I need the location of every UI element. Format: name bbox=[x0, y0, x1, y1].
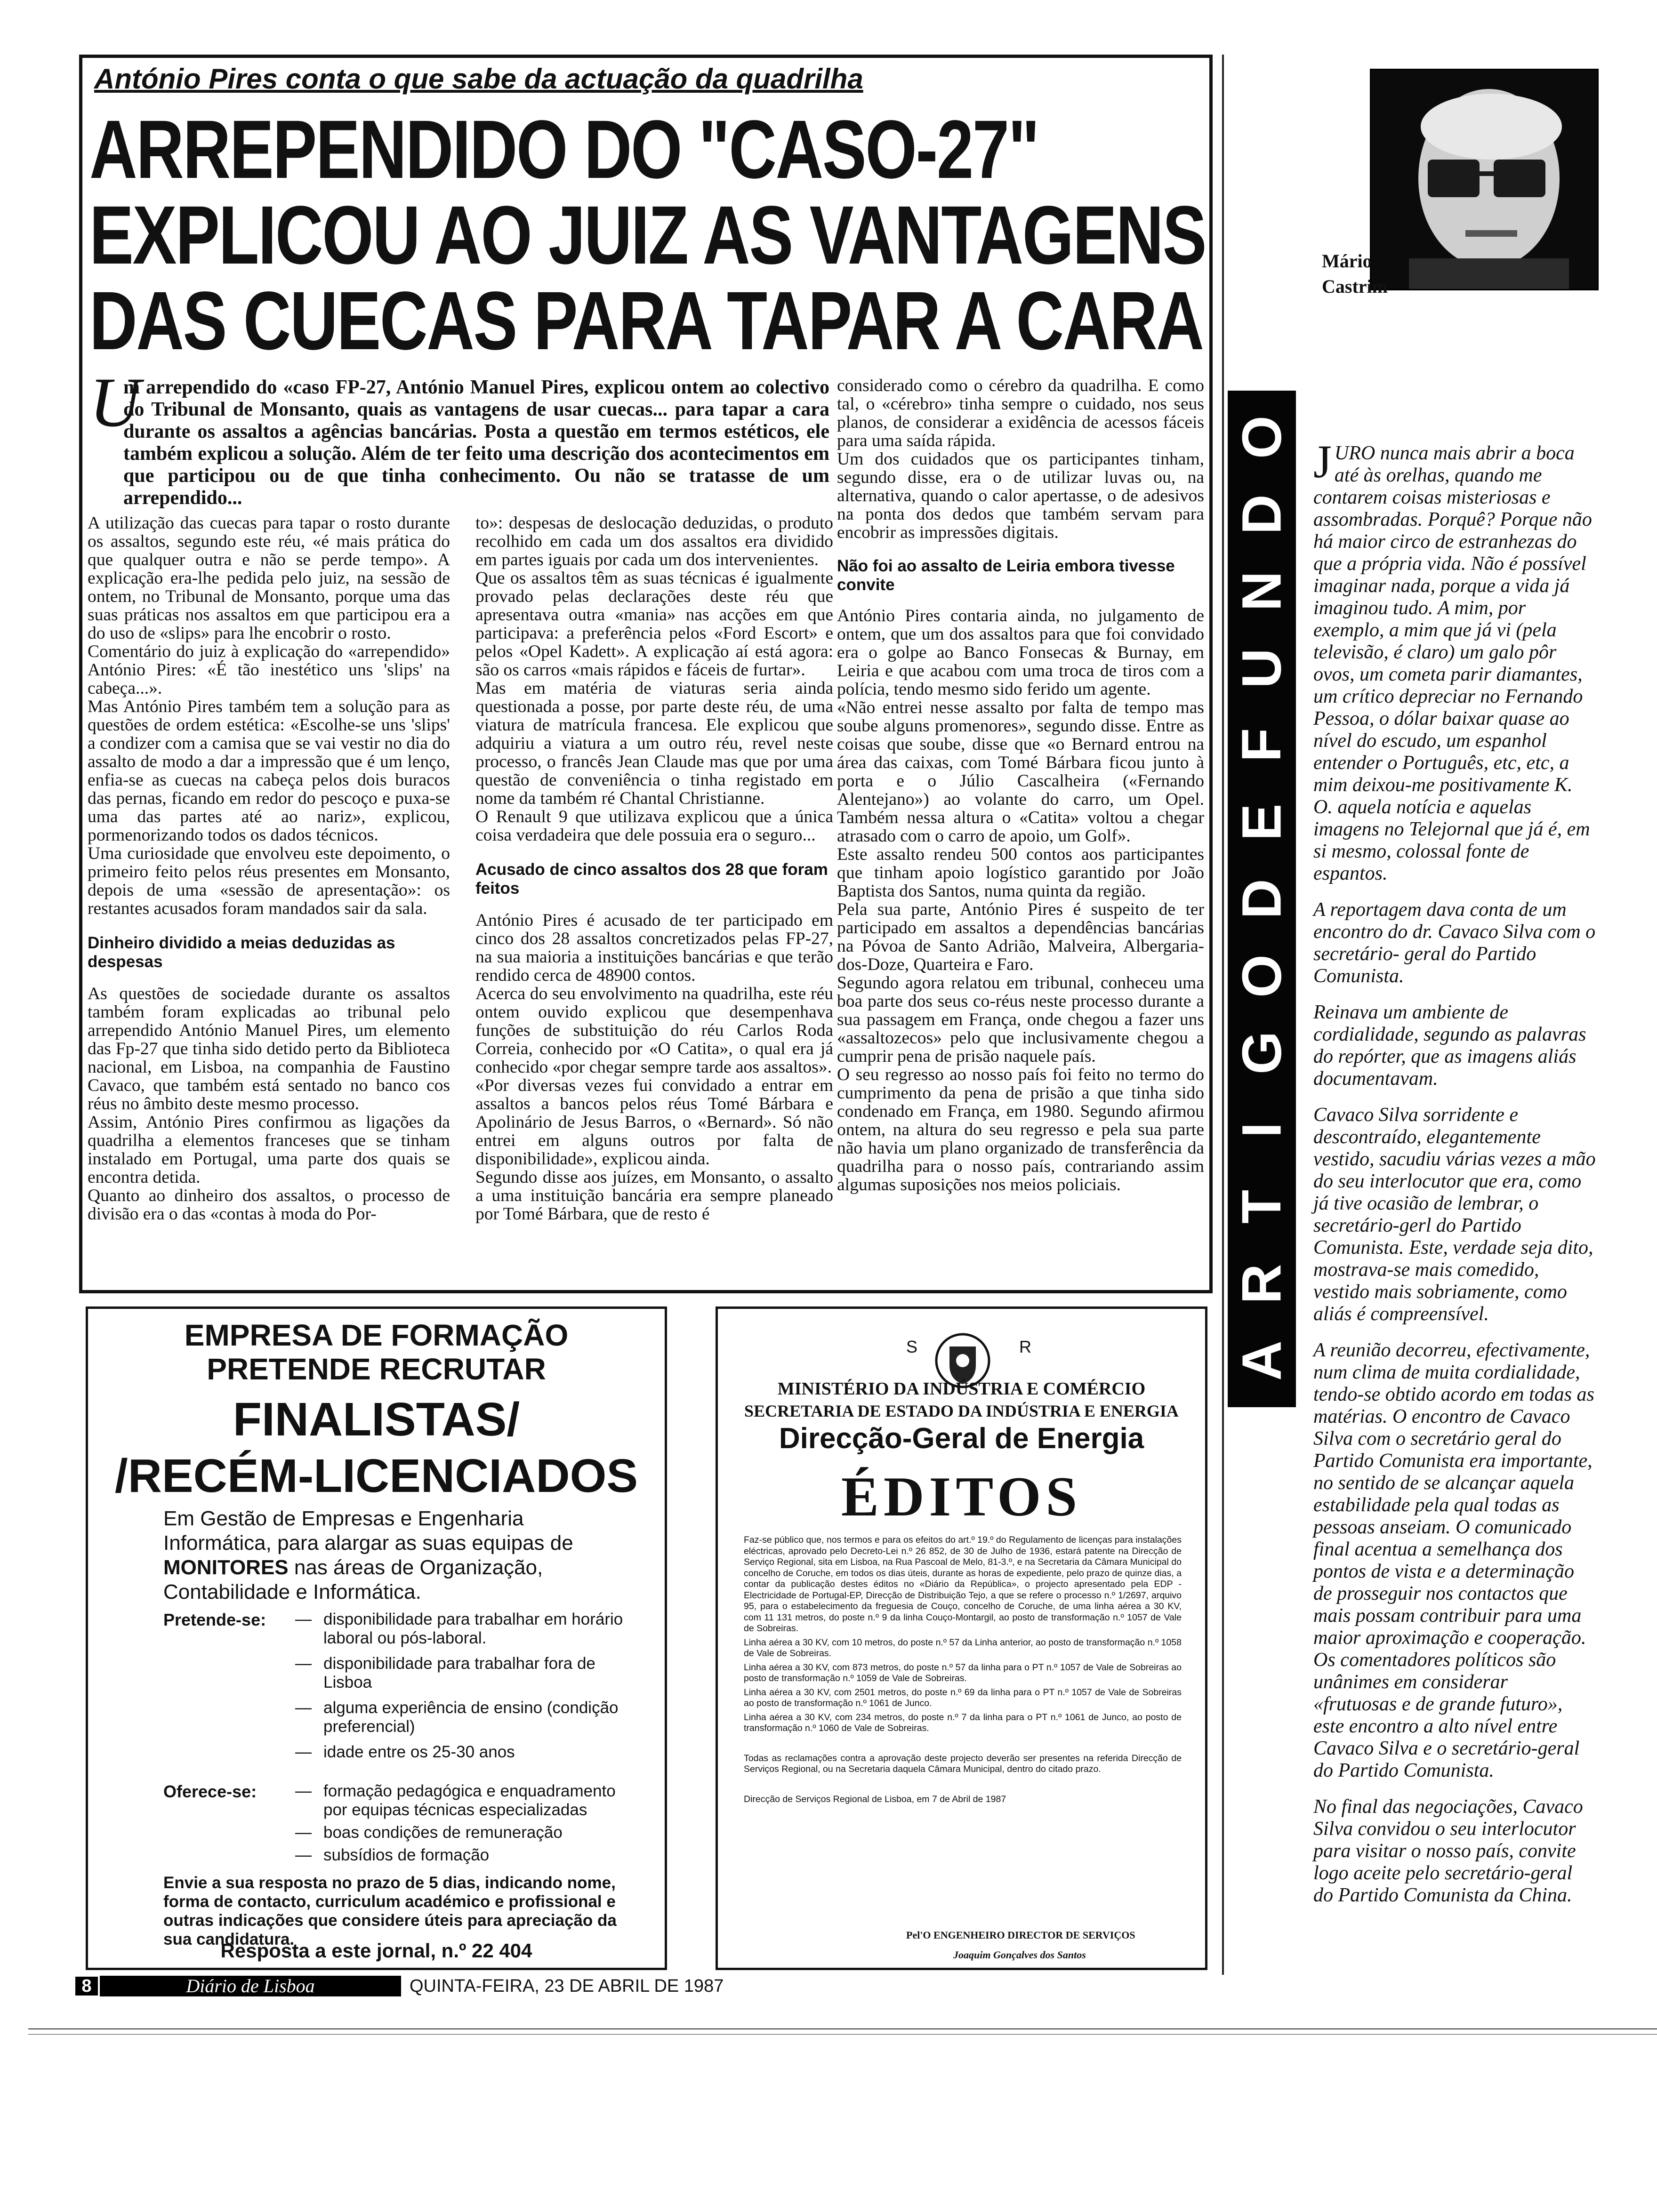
column-2-text-a: to»: despesas de deslocação deduzidas, o produto recolhido em cada um dos assaltos era dividido em partes iguais por cada um dos intervenientes. Que os assaltos têm as suas técnicas é igualmente provado pelas declarações deste réu que apresentava outra «mania» nas acções em que participava: a preferência pelos «Ford Escort» e pelos «Opel Kadett». A explicação aí está agora: são os carros «mais rápidos e fáceis de furtar». Mas em matéria de viaturas seria ainda questionada a posse, por parte deste réu, de uma viatura de matrícula francesa. Ele explicou que adquiriu a viatura a um outro réu, revel neste processo, o francês Jean Claude mas que por uma questão de conveniência o tinha registado em nome da também ré Chantal Christianne. O Renault 9 que utilizava explicou que a única coisa verdadeira que dele possuia era o seguro... bbox=[475, 513, 833, 845]
column-3-text-b: António Pires contaria ainda, no julgamento de ontem, que um dos assaltos para que foi convidado era o golpe ao Banco Fonsecas & Burnay, em Leiria e que acabou com uma troca de tiros com a polícia, tendo mesmo sido ferido um agente. «Não entrei nesse assalto por falta de tempo mas soube alguns promenores», segundo disse. Entre as coisas que soube, disse que «o Bernard entrou na área das caixas, com Tomé Bárbara ficou junto à porta e o Júlio Cascalheira («Fernando Alentejano») ao volante do carro, um Opel. Também nessa altura o «Catita» voltou a chegar atrasado com o carro de apoio, um Golf». Este assalto rendeu 500 contos aos participantes que tinham apoio logístico garantido por João Baptista dos Santos, numa quinta da região. Pela sua parte, António Pires é suspeito de ter participado em assaltos a dependências bancárias na Póvoa de Santo Adrião, Malveira, Albergaria-dos-Doze, Quarteira e Faro. Segundo agora relatou em tribunal, conheceu uma boa parte dos seus co-réus neste processo durante a sua passagem em França, onde chegou a fazer uns «assaltozecos» pelo que inclusivamente chegou a cumprir pena de prisão naquele país. O seu regresso ao nosso país foi feito no termo do cumprimento da pena de prisão a que tinha sido condenado em França, em 1980. Segundo afirmou ontem, na altura do seu regresso e pela sua parte não havia um plano organizado de transferência da quadrilha para o nosso país, contrariando assim algumas suposições nos meios policiais. bbox=[837, 606, 1204, 1194]
notice-ministry: MINISTÉRIO DA INDÚSTRIA E COMÉRCIO bbox=[777, 1379, 1146, 1399]
column-1-text-a: A utilização das cuecas para tapar o rosto durante os assaltos, segundo este réu, «é mais prática do que qualquer outra e não se perde tempo». A explicação era-lhe pedida pelo juiz, na sessão de ontem, no Tribunal de Monsanto, porque uma das suas práticas nos assaltos em que participou era a do uso de «slips» para lhe encobrir o rosto. Comentário do juiz à explicação do «arrependido» António Pires: «É tão inestético uns 'slips' na cabeça...». Mas António Pires também tem a solução para as questões de ordem estética: «Escolhe-se uns 'slips' a condizer com a camisa que se vai vestir no dia do assalto de modo a dar a impressão que é um lenço, enfia-se as cuecas na cabeça pelos dois buracos das pernas, ficando em redor do pescoço e puxa-se uma das partes até ao nariz», explicou, pormenorizando todos os dados técnicos. Uma curiosidade que envolveu este depoimento, o primeiro feito pelos réus presentes em Monsanto, depois de uma «sessão de apresentação»: os restantes acusados foram mandados sair da sala. bbox=[88, 513, 450, 918]
article-column-3 bbox=[837, 377, 1204, 1194]
notice-paragraph: Faz-se público que, nos termos e para os efeitos do art.º 19.º do Regulamento de licenças para instalações eléctricas, aprovado pelo Decreto-Lei n.º 26 852, de 30 de Julho de 1936, estará patente na Direcção de Serviço Regional, sita em Lisboa, na Rua Pascoal de Melo, 81-3.º, e na Secretaria da Câmara Municipal do concelho de Coruche, em todos os dias úteis, durante as horas de expediente, pelo prazo de quinze dias, a contar da publicação destes éditos no «Diário da República», o projecto apresentado pela EDP - Electricidade de Portugal-EP, Direcção de Distribuição Tejo, a que se refere o processo n.º 1/2697, arquivo 95, para o estabelecimento da freguesia de Couço, concelho de Coruche, de uma linha aérea a 30 KV, com 11 131 metros, do poste n.º 9 da linha Couço-Montargil, ao posto de transformação n.º 1057 de Vale de Sobreiras. bbox=[744, 1535, 1182, 1634]
ad-line-2: PRETENDE RECRUTAR bbox=[207, 1352, 546, 1386]
band-letter: R bbox=[1231, 1263, 1293, 1304]
notice-paragraph: Linha aérea a 30 KV, com 2501 metros, do poste n.º 69 da linha para o PT n.º 1057 de Vale de Sobreiras ao posto de transformação n.º 1061 de Junco. bbox=[744, 1687, 1182, 1708]
ad-intro-a: Em Gestão de Empresas e Engenharia Informática, para alargar as suas equipas de bbox=[163, 1507, 573, 1555]
ad-closing: Envie a sua resposta no prazo de 5 dias, indicando nome, forma de contacto, curriculum académico e profissional e outras indicações que considere úteis para apreciação da sua candidatura. bbox=[163, 1874, 617, 1948]
notice-paragraph: Todas as reclamações contra a aprovação deste projecto deverão ser presentes na referida Direcção de Serviços Regional, ou na Secretaria daquela Câmara Municipal, dentro do citado prazo. bbox=[744, 1753, 1182, 1774]
article-column-1 bbox=[88, 514, 450, 1223]
list-item: — formação pedagógica e enquadramento por equipas técnicas especializadas bbox=[295, 1782, 616, 1819]
list-item: — disponibilidade para trabalhar em horário laboral ou pós-laboral. bbox=[295, 1610, 623, 1647]
band-letter: F bbox=[1231, 728, 1293, 762]
ad-big-2: /RECÉM-LICENCIADOS bbox=[114, 1450, 638, 1502]
notice-paragraph: Linha aérea a 30 KV, com 234 metros, do poste n.º 7 da linha para o PT n.º 1061 de Junco, ao posto de transformação n.º 1060 de Vale de Sobreiras. bbox=[744, 1712, 1182, 1733]
band-letter: O bbox=[1231, 954, 1293, 998]
ad-label-pretende: Pretende-se: bbox=[163, 1610, 266, 1629]
author-byline bbox=[1322, 248, 1388, 299]
band-letter: N bbox=[1231, 571, 1293, 611]
ad-intro-monitores: MONITORES bbox=[163, 1556, 289, 1579]
ad-intro-c: nas áreas de Organização, Contabilidade e Informática. bbox=[163, 1556, 543, 1603]
list-item: — subsídios de formação bbox=[295, 1846, 490, 1864]
band-letter: O bbox=[1231, 416, 1293, 459]
ad-oferece-list bbox=[295, 1782, 639, 1868]
author-photo bbox=[1370, 69, 1599, 290]
band-letter: D bbox=[1231, 494, 1293, 535]
column-paragraph-6: No final das negociações, Cavaco Silva convidou o seu interlocutor para visitar o nosso país, convite logo aceite pelo secretário-geral do Partido Comunista da China. bbox=[1313, 1796, 1583, 1906]
list-item: — disponibilidade para trabalhar fora de Lisboa bbox=[295, 1654, 595, 1691]
page-number: 8 bbox=[75, 1977, 98, 1996]
column-paragraph-4: Cavaco Silva sorridente e descontraído, elegantemente vestido, sacudiu várias vezes a mão do seu interlocutor que era, como já tive ocasião de lembrar, o secretário-gerl do Partido Comunista. Este, verdade seja dito, mostrava-se mais comedido, vestido mais sobriamente, como aliás é compreensível. bbox=[1313, 1104, 1596, 1325]
notice-title: ÉDITOS bbox=[841, 1465, 1082, 1528]
column-paragraph-3: Reinava um ambiente de cordialidade, segundo as palavras do repórter, que as imagens aliás documentavam. bbox=[1313, 1002, 1586, 1090]
notice-signoff: Pel'O ENGENHEIRO DIRECTOR DE SERVIÇOS bbox=[906, 1929, 1135, 1941]
list-item: — alguma experiência de ensino (condição preferencial) bbox=[295, 1699, 619, 1736]
column-paragraph-5: A reunião decorreu, efectivamente, num clima de muita cordialidade, tendo-se obtido acordo em todas as matérias. O encontro de Cavaco Silva com o secretário geral do Partido Comunista era importante, no sentido de se alcançar aquela estabilidade pela qual todas as pessoas anseiam. O comunicado final acentua a semelhança dos pontos de vista e a determinação de prosseguir nos contactos que mais possam contribuir para uma maior aproximação e cooperação. Os comentadores políticos são unânimes em considerar «frutuosas e de grande futuro», este encontro a alto nível entre Cavaco Silva e o secretário-geral do Partido Comunista. bbox=[1313, 1339, 1594, 1781]
notice-paragraph: Linha aérea a 30 KV, com 873 metros, do poste n.º 57 da linha para o PT n.º 1057 de Vale de Sobreiras ao posto de transformação n.º 1059 de Vale de Sobreiras. bbox=[744, 1662, 1182, 1683]
list-item: — boas condições de remuneração bbox=[295, 1823, 563, 1842]
article-column-2 bbox=[475, 514, 833, 1223]
notice-paragraph: Linha aérea a 30 KV, com 10 metros, do poste n.º 57 da Linha anterior, ao posto de transformação n.º 1058 de Vale de Sobreiras. bbox=[744, 1637, 1182, 1659]
band-letter: D bbox=[1231, 879, 1293, 919]
author-last-name: Castrim bbox=[1322, 276, 1388, 297]
ad-pretende-list bbox=[295, 1610, 639, 1768]
column-3-text-a: considerado como o cérebro da quadrilha. E como tal, o «cérebro» tinha sempre o cuidado, nos seus planos, de considerar a exidência de acessos fáceis para uma saída rápida. Um dos cuidados que os participantes tinham, segundo disse, era o de utilizar luvas ou, na alternativa, quando o calor apertasse, o de adesivos na ponta dos dedos que também servam para encobrir as impressões digitais. bbox=[837, 376, 1204, 542]
headline-line-3: DAS CUECAS PARA TAPAR A CARA bbox=[89, 275, 1203, 367]
section-band-title bbox=[1228, 391, 1296, 1407]
column-paragraph-1: URO nunca mais abrir a boca até às orelhas, quando me contarem coisas misteriosas e assombradas. Porquê? Porque não há maior circo de estranhezas do que a própria vida. Não é possível imaginar nada, porque a vida já imaginou tudo. A mim, por exemplo, a mim que já vi (pela televisão, é claro) um galo pôr ovos, um cometa parir diamantes, um crítico depreciar no Fernando Pessoa, o dólar baixar quase ao nível do escudo, um espanhol entender o Português, etc, etc, a mim deixou-me positivamente K. O. aquela notícia e aquelas imagens no Telejornal que já é, em si mesmo, colossal fonte de espantos. bbox=[1313, 442, 1592, 884]
recruitment-ad bbox=[86, 1306, 667, 1970]
ad-line-1: EMPRESA DE FORMAÇÃO bbox=[184, 1318, 569, 1352]
notice-secretary: SECRETARIA DE ESTADO DA INDÚSTRIA E ENERGIA bbox=[744, 1402, 1179, 1420]
article-lead: m arrependido do «caso FP-27, António Manuel Pires, explicou ontem ao colectivo do Tribunal de Monsanto, quais as vantagens de usar cuecas... para tapar a cara durante os assaltos a agências bancárias. Posta a questão em termos estéticos, ele também explicou a solução. Além de ter feito uma descrição dos acontecimentos em que participou ou de que tinha conhecimento. Ou não se tratasse de um arrependido... bbox=[123, 377, 829, 509]
notice-signature: Joaquim Gonçalves dos Santos bbox=[953, 1949, 1086, 1961]
author-first-name: Mário bbox=[1322, 250, 1372, 272]
page-rule bbox=[28, 2028, 1657, 2029]
band-letter: E bbox=[1231, 803, 1293, 841]
subheading-leiria: Não foi ao assalto de Leiria embora tivesse convite bbox=[837, 557, 1175, 594]
band-letter: T bbox=[1231, 1189, 1293, 1224]
notice-directorate: Direcção-Geral de Energia bbox=[779, 1422, 1144, 1455]
band-letter: I bbox=[1231, 1122, 1293, 1138]
ad-reply: Resposta a este jornal, n.º 22 404 bbox=[220, 1940, 532, 1962]
list-item: — idade entre os 25-30 anos bbox=[295, 1743, 515, 1761]
column-1-text-b: As questões de sociedade durante os assaltos também foram explicadas ao tribunal pelo arrependido António Manuel Pires, um elemento das Fp-27 que tinha sido detido perto da Biblioteca nacional, em Lisboa, na companhia de Faustino Cavaco, que também está sentado no banco cos réus no âmbito deste mesmo processo. Assim, António Pires confirmou as ligações da quadrilha a elementos franceses que se tinham instalado em Portugal, uma parte dos quais se encontra detida. Quanto ao dinheiro dos assaltos, o processo de divisão era o das «contas à moda do Por- bbox=[88, 984, 450, 1224]
band-letter: G bbox=[1231, 1031, 1293, 1074]
newspaper-masthead: Diário de Lisboa bbox=[100, 1976, 401, 1996]
subheading-dinheiro: Dinheiro dividido a meias deduzidas as despesas bbox=[88, 934, 395, 971]
page-rule bbox=[28, 2034, 1657, 2035]
headline-line-1: ARREPENDIDO DO "CASO-27" bbox=[89, 104, 1039, 196]
author-portrait-icon bbox=[1371, 70, 1597, 289]
band-letter: A bbox=[1231, 1340, 1293, 1381]
column-2-text-b: António Pires é acusado de ter participado em cinco dos 28 assaltos concretizados pelas FP-27, na sua maioria a instituições bancárias e que terão rendido cerca de 48900 contos. Acerca do seu envolvimento na quadrilha, este réu ontem ouvido explicou que desempenhava funções de substituição do réu Carlos Roda Correia, conhecido por «O Catita», o qual era já conhecido «por chegar sempre tarde aos assaltos». «Por diversas vezes fui convidado a entrar em assaltos a bancos pelos réus Tomé Bárbara e Apolinário de Jesus Barros, o «Bernard». Só não entrei em alguns outros por falta de disponibilidade», explicou ainda. Segundo disse aos juízes, em Monsanto, o assalto a uma instituição bancária era sempre planeado por Tomé Bárbara, que de resto é bbox=[475, 911, 833, 1224]
notice-body bbox=[744, 1535, 1182, 1808]
seal-letter-s: S bbox=[906, 1337, 918, 1356]
column-paragraph-2: A reportagem dava conta de um encontro do dr. Cavaco Silva com o secretário- geral do Partido Comunista. bbox=[1313, 899, 1596, 987]
ad-big-1: FINALISTAS/ bbox=[233, 1393, 520, 1446]
band-letter: U bbox=[1231, 648, 1293, 689]
notice-dateline: Direcção de Serviços Regional de Lisboa, em 7 de Abril de 1987 bbox=[744, 1794, 1006, 1804]
headline-line-2: EXPLICOU AO JUIZ AS VANTAGENS bbox=[89, 189, 1206, 281]
article-kicker: António Pires conta o que sabe da actuação da quadrilha bbox=[94, 63, 863, 95]
issue-date: QUINTA-FEIRA, 23 DE ABRIL DE 1987 bbox=[410, 1976, 724, 1996]
opinion-column-text bbox=[1313, 435, 1596, 1921]
seal-letter-r: R bbox=[1019, 1337, 1031, 1356]
drop-cap: U bbox=[89, 363, 141, 441]
ad-label-oferece: Oferece-se: bbox=[163, 1782, 257, 1801]
column-divider bbox=[1222, 55, 1224, 1975]
subheading-acusado: Acusado de cinco assaltos dos 28 que foram feitos bbox=[475, 860, 828, 898]
editos-notice bbox=[716, 1306, 1207, 1970]
column-drop-cap: J bbox=[1313, 435, 1332, 488]
ad-intro bbox=[163, 1507, 634, 1604]
